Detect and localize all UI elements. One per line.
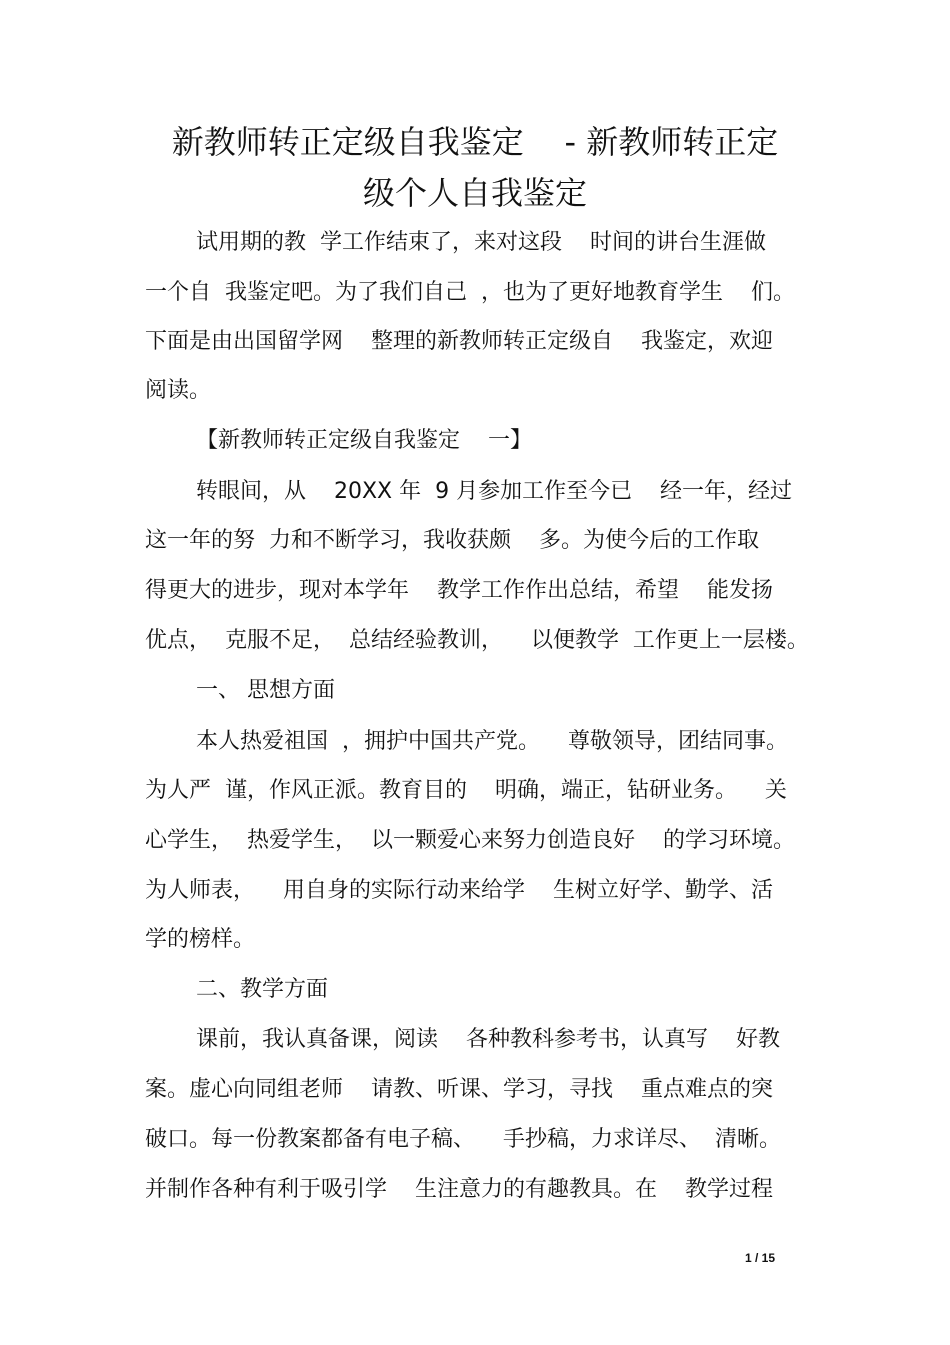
paragraph-line: 下面是由出国留学网 整理的新教师转正定级自 我鉴定，欢迎 [145,329,773,354]
paragraph-line: 心学生， 热爱学生， 以一颗爱心来努力创造良好 的学习环境。 [145,828,795,853]
paragraph-line: 课前，我认真备课，阅读 各种教科参考书，认真写 好教 [196,1027,780,1052]
section-heading: 【新教师转正定级自我鉴定 一】 [196,428,532,453]
section-heading: 一、 思想方面 [196,678,335,703]
paragraph-line: 案。虚心向同组老师 请教、听课、学习，寻找 重点难点的突 [145,1077,773,1102]
paragraph-line: 并制作各种有利于吸引学 生注意力的有趣教具。在 教学过程 [145,1177,773,1202]
paragraph-line: 一个自 我鉴定吧。为了我们自己 ，也为了更好地教育学生 们。 [145,280,795,305]
document-title-line-1: 新教师转正定级自我鉴定 - 新教师转正定 [171,123,779,161]
paragraph-line: 为人师表， 用自身的实际行动来给学 生树立好学、勤学、活 [145,878,773,903]
page-number: 1 / 15 [744,1251,776,1265]
document-title-line-2: 级个人自我鉴定 [362,174,587,212]
paragraph-line: 为人严 谨，作风正派。教育目的 明确，端正，钻研业务。 关 [145,778,787,803]
paragraph-line: 这一年的努 力和不断学习，我收获颇 多。为使今后的工作取 [145,528,759,553]
paragraph-line: 破口。每一份教案都备有电子稿、 手抄稿，力求详尽、 清晰。 [145,1127,781,1152]
paragraph-line: 阅读。 [145,378,212,403]
paragraph-line: 得更大的进步，现对本学年 教学工作作出总结，希望 能发扬 [145,578,773,603]
paragraph-line: 优点， 克服不足， 总结经验教训， 以便教学 工作更上一层楼。 [145,628,809,653]
paragraph-line: 转眼间，从 20XX 年 9 月参加工作至今已 经一年，经过 [196,479,793,504]
paragraph-line: 试用期的教 学工作结束了，来对这段 时间的讲台生涯做 [196,230,766,255]
section-heading: 二、教学方面 [196,977,329,1002]
paragraph-line: 学的榜样。 [145,927,256,952]
paragraph-line: 本人热爱祖国 ，拥护中国共产党。 尊敬领导，团结同事。 [196,729,788,754]
